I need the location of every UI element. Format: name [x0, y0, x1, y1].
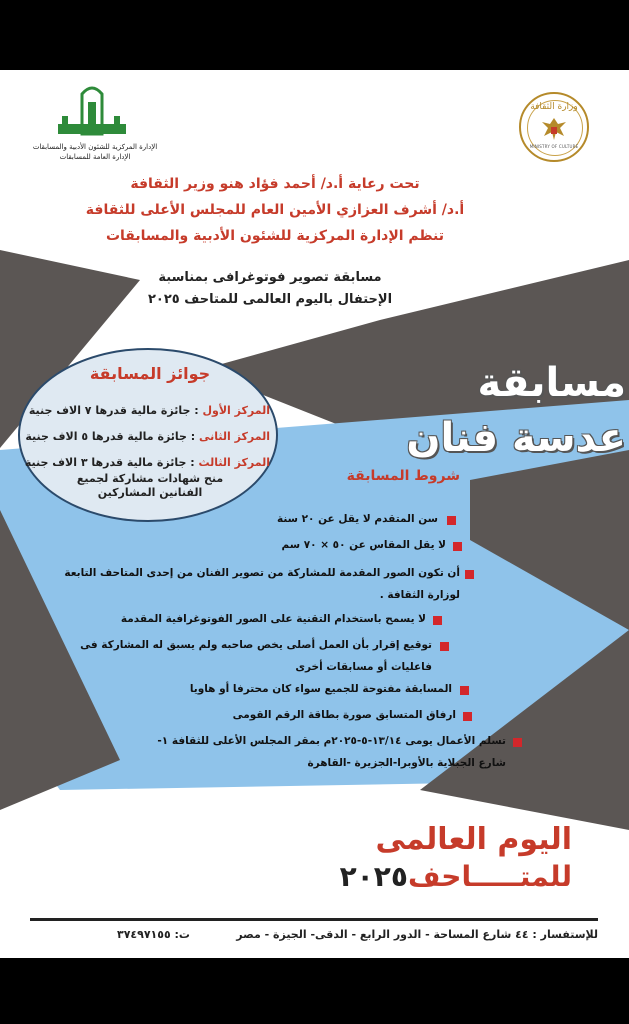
prizes-title: جوائز المسابقة	[89, 364, 211, 383]
prize-place: المركز الأول	[202, 404, 270, 417]
prize-place: المركز الثالث	[198, 456, 270, 469]
rule-item: تسلم الأعمال يومى ١٣/١٤-٥-٢٠٢٥م بمقر المجلس الأعلى للثقافة ١-شارع الجبلاية بالأوبرا-الجزيرة -القاهرة	[157, 735, 506, 769]
rules-title: شروط المسابقة	[346, 468, 460, 484]
competition-title-line-1: مسابقة	[477, 360, 626, 406]
rule-item: لا يقل المقاس عن ٥٠ × ٧٠ سم	[281, 539, 446, 551]
prize-third	[18, 456, 270, 469]
sponsor-line-3: تنظم الإدارة المركزية للشئون الأدبية والمسابقات	[105, 228, 445, 244]
footer-phone: ت: ٣٧٤٩٧١٥٥	[116, 928, 190, 941]
rule-item: لا يسمح باستخدام التقنية على الصور الفوتوغرافية المقدمة	[120, 613, 426, 625]
prize-first	[18, 404, 270, 417]
prize-place: المركز الثانى	[199, 430, 270, 443]
certificate-line-2: الفنانين المشاركين	[97, 486, 203, 499]
rule-bullet-icon	[465, 570, 474, 579]
certificate-line-1: منح شهادات مشاركة لجميع	[76, 472, 224, 485]
ministry-logo-english: MINISTRY OF CULTURE	[529, 144, 579, 149]
rule-bullet-icon	[513, 738, 522, 747]
prize-text: : جائزة مالية قدرها ٥ الاف جنية	[25, 430, 200, 443]
world-museum-day-title: اليوم العالمى	[375, 822, 572, 857]
org-name-line1: الإدارة المركزية للشئون الأدبية والمسابقات	[32, 143, 158, 151]
rule-item: توقيع إقرار بأن العمل أصلى يخص صاحبه ولم يسبق له المشاركة فى فاعليات أو مسابقات أخرى	[80, 639, 432, 673]
rule-bullet-icon	[447, 516, 456, 525]
footer-divider	[30, 918, 598, 921]
year: ٢٠٢٥	[339, 860, 408, 893]
rule-bullet-icon	[440, 642, 449, 651]
subtitle-line-2: الإحتفال باليوم العالمى للمتاحف ٢٠٢٥	[147, 292, 393, 307]
rule-item: ارفاق المتسابق صورة بطاقة الرقم القومى	[232, 709, 456, 721]
competition-title-line-2: عدسة فنان	[406, 415, 626, 461]
prize-text: : جائزة مالية قدرها ٣ الاف جنية	[24, 456, 199, 469]
sponsor-line-1: تحت رعاية أ.د/ أحمد فؤاد هنو وزير الثقافة	[130, 176, 420, 192]
rule-bullet-icon	[453, 542, 462, 551]
org-name-line2: الإدارة العامة للمسابقات	[59, 153, 131, 161]
sponsor-line-2: أ.د/ أشرف العزازي الأمين العام للمجلس الأعلى للثقافة	[85, 202, 465, 218]
footer-address: للإستفسار : ٤٤ شارع المساحة - الدور الرابع - الدقى- الجيزة - مصر	[236, 928, 598, 941]
world-museum-day-subtitle	[300, 860, 572, 893]
rule-item: سن المتقدم لا يقل عن ٢٠ سنة	[276, 513, 438, 525]
museums-word: للمتـــــاحف	[407, 860, 572, 893]
competition-poster	[0, 70, 629, 958]
subtitle-line-1: مسابقة تصوير فوتوغرافى بمناسبة	[158, 270, 382, 285]
rule-item: أن تكون الصور المقدمة للمشاركة من تصوير الفنان من إحدى المتاحف التابعة لوزارة الثقافة .	[64, 567, 460, 601]
central-administration-logo-icon	[52, 84, 132, 144]
organization-name	[20, 142, 170, 162]
ministry-logo-text: وزارة الثقافة	[530, 102, 578, 112]
rule-item: المسابقة مفتوحة للجميع سواء كان محترفا أو هاويا	[189, 683, 452, 695]
rule-bullet-icon	[433, 616, 442, 625]
participation-certificates	[40, 472, 260, 500]
eagle-emblem-icon	[540, 116, 568, 142]
prize-text: : جائزة مالية قدرها ٧ الاف جنية	[28, 404, 203, 417]
rule-bullet-icon	[460, 686, 469, 695]
rule-bullet-icon	[463, 712, 472, 721]
prize-second	[18, 430, 270, 443]
